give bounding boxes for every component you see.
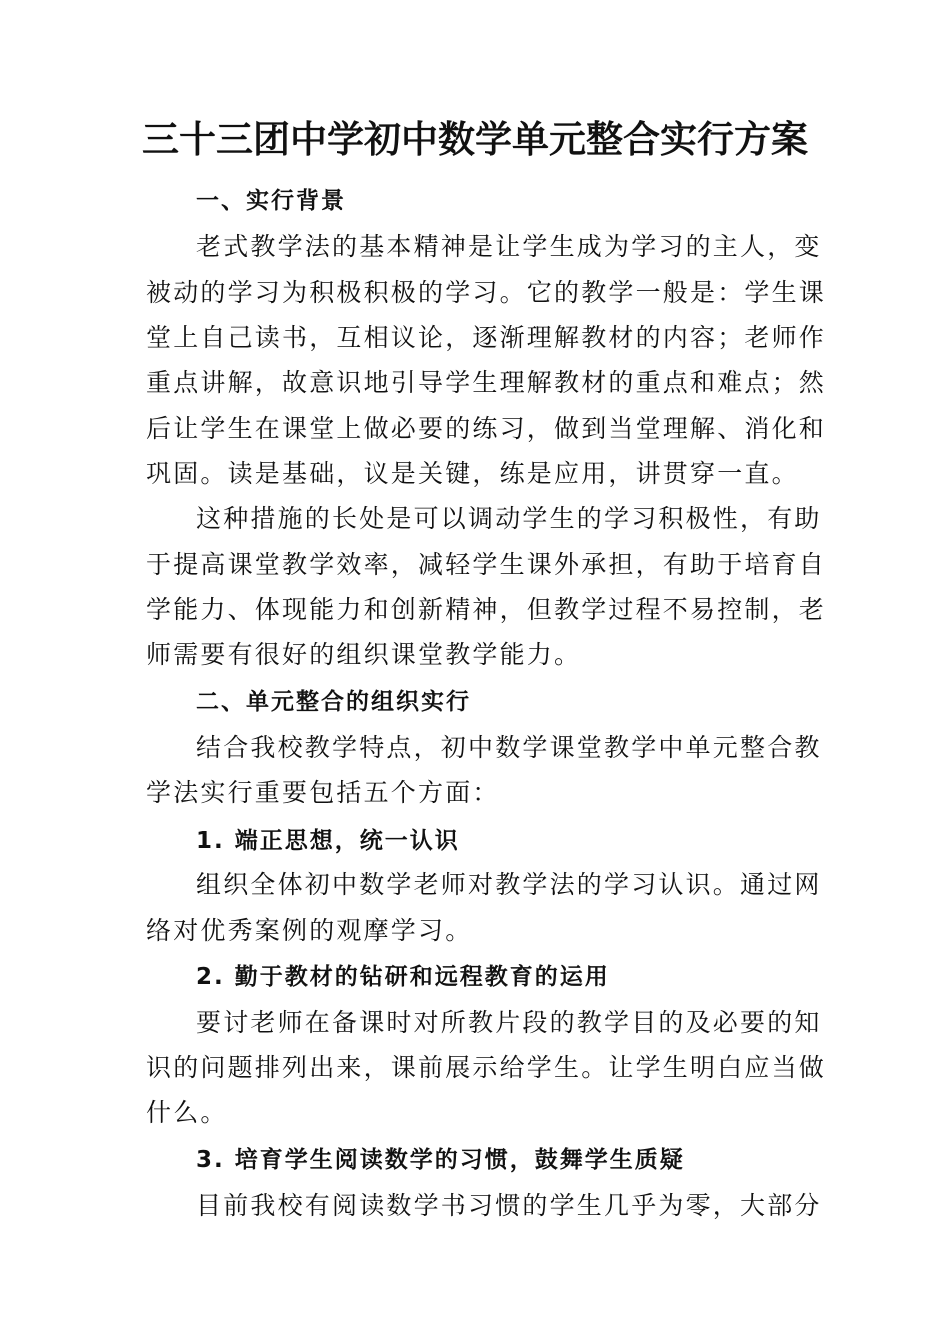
- paragraph-line: 这种措施的长处是可以调动学生的学习积极性，有助: [196, 504, 822, 533]
- paragraph-line: 巩固。读是基础，议是关键，练是应用，讲贯穿一直。: [146, 459, 799, 488]
- paragraph-line: 结合我校教学特点，初中数学课堂教学中单元整合教: [196, 733, 822, 762]
- paragraph-line: 学法实行重要包括五个方面：: [146, 778, 500, 807]
- paragraph-line: 于提高课堂教学效率，减轻学生课外承担，有助于培育自: [146, 550, 827, 579]
- paragraph-line: 目前我校有阅读数学书习惯的学生几乎为零，大部分: [196, 1191, 822, 1220]
- paragraph-line: 要讨老师在备课时对所教片段的教学目的及必要的知: [196, 1008, 822, 1037]
- subsection-heading-2: 2. 勤于教材的钻研和远程教育的运用: [196, 964, 610, 990]
- paragraph-line: 后让学生在课堂上做必要的练习，做到当堂理解、消化和: [146, 414, 827, 443]
- subsection-heading-1: 1. 端正思想，统一认识: [196, 828, 460, 854]
- section-heading-background: 一、实行背景: [196, 188, 346, 214]
- paragraph-line: 师需要有很好的组织课堂教学能力。: [146, 640, 582, 669]
- document-title: 三十三团中学初中数学单元整合实行方案: [142, 118, 808, 161]
- paragraph-line: 识的问题排列出来，课前展示给学生。让学生明白应当做: [146, 1053, 827, 1082]
- paragraph-line: 学能力、体现能力和创新精神，但教学过程不易控制，老: [146, 595, 827, 624]
- paragraph-line: 被动的学习为积极积极的学习。它的教学一般是：学生课: [146, 278, 827, 307]
- paragraph-line: 堂上自己读书，互相议论，逐渐理解教材的内容；老师作: [146, 323, 827, 352]
- paragraph-line: 老式教学法的基本精神是让学生成为学习的主人，变: [196, 232, 822, 261]
- paragraph-line: 络对优秀案例的观摩学习。: [146, 916, 473, 945]
- paragraph-line: 什么。: [146, 1098, 228, 1127]
- subsection-heading-3: 3. 培育学生阅读数学的习惯，鼓舞学生质疑: [196, 1147, 685, 1173]
- paragraph-line: 重点讲解，故意识地引导学生理解教材的重点和难点；然: [146, 368, 827, 397]
- paragraph-line: 组织全体初中数学老师对教学法的学习认识。通过网: [196, 870, 822, 899]
- section-heading-implementation: 二、单元整合的组织实行: [196, 689, 471, 715]
